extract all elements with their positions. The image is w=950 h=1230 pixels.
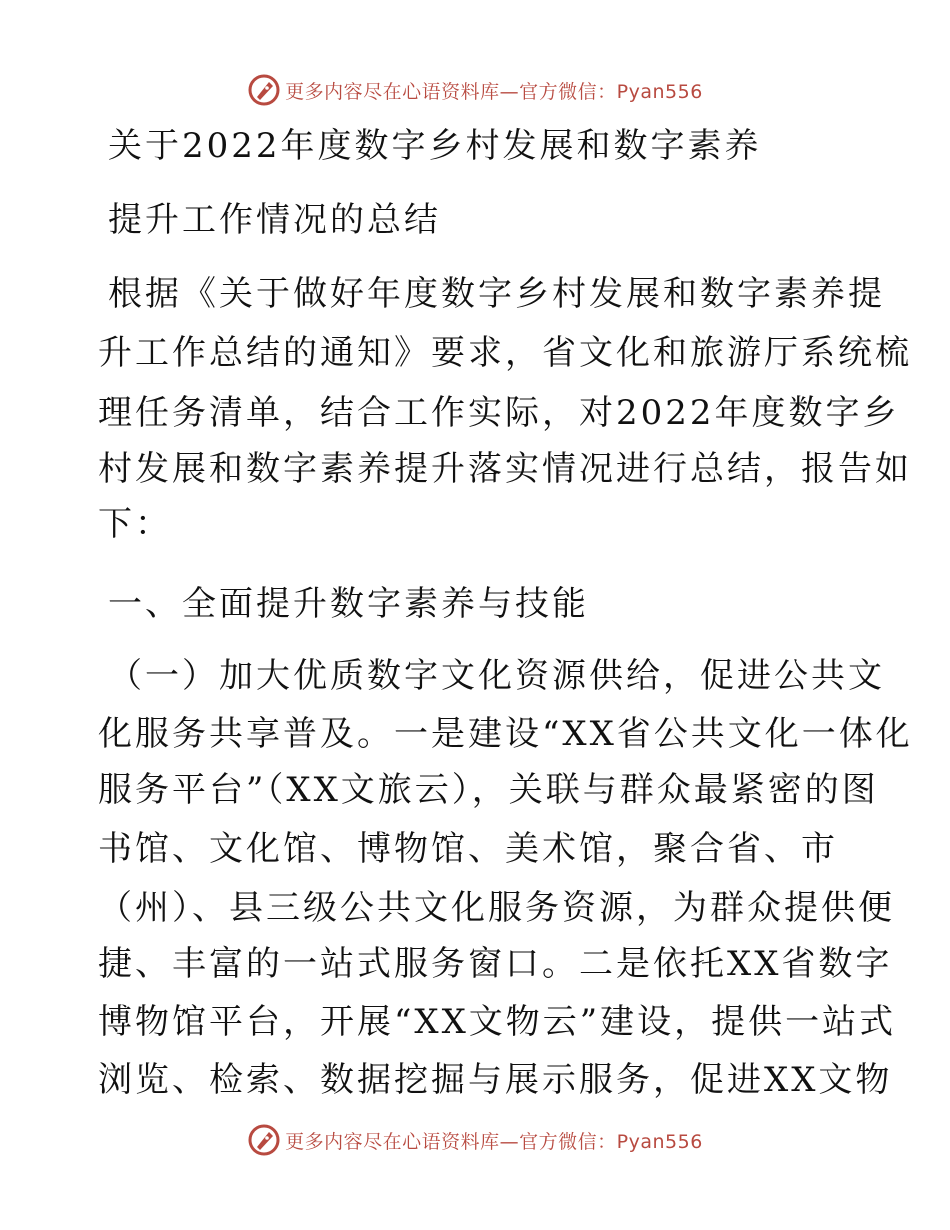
pen-nib-circle-icon	[247, 1123, 281, 1157]
title-line-2: 提升工作情况的总结	[108, 200, 441, 240]
watermark-header	[0, 68, 950, 112]
paragraph-line-7: 博物馆平台，开展“XX文物云”建设，提供一站式	[98, 1002, 897, 1042]
intro-line-4: 村发展和数字素养提升落实情况进行总结，报告如	[98, 449, 912, 489]
pen-nib-circle-icon	[247, 73, 281, 107]
watermark-text: 更多内容尽在心语资料库—官方微信：Pyan556	[285, 80, 703, 103]
section-heading: 一、全面提升数字素养与技能	[108, 584, 589, 624]
intro-line-2: 升工作总结的通知》要求，省文化和旅游厅系统梳	[98, 333, 912, 373]
paragraph-line-8: 浏览、检索、数据挖掘与展示服务，促进XX文物	[98, 1060, 893, 1100]
watermark-text: 更多内容尽在心语资料库—官方微信：Pyan556	[285, 1130, 703, 1153]
paragraph-line-3: 服务平台”（XX文旅云），关联与群众最紧密的图	[98, 770, 879, 810]
intro-line-3: 理任务清单，结合工作实际，对2022年度数字乡	[98, 393, 900, 433]
watermark-footer	[0, 1118, 950, 1162]
paragraph-line-1: （一）加大优质数字文化资源供给，促进公共文	[108, 656, 885, 696]
paragraph-line-6: 捷、丰富的一站式服务窗口。二是依托XX省数字	[98, 944, 893, 984]
paragraph-line-2: 化服务共享普及。一是建设“XX省公共文化一体化	[98, 714, 913, 754]
intro-line-5: 下：	[98, 504, 172, 544]
paragraph-line-4: 书馆、文化馆、博物馆、美术馆，聚合省、市	[98, 829, 838, 869]
title-line-1: 关于2022年度数字乡村发展和数字素养	[108, 126, 762, 166]
intro-line-1: 根据《关于做好年度数字乡村发展和数字素养提	[108, 274, 885, 314]
paragraph-line-5: （州）、县三级公共文化服务资源，为群众提供便	[98, 888, 895, 928]
